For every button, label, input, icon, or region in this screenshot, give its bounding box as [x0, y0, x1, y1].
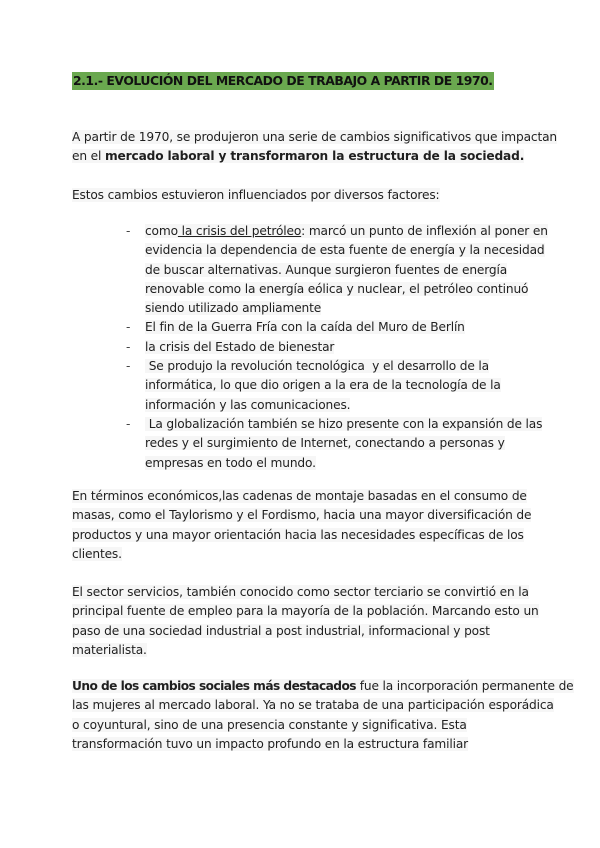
- paragraph-line: fue la incorporación permanente de: [356, 679, 574, 693]
- social-bold-lead: Uno de los cambios sociales más destacados: [72, 679, 356, 693]
- paragraph-line: las mujeres al mercado laboral. Ya no se trataba de una participación esporádica: [72, 698, 554, 713]
- list-item-text: siendo utilizado ampliamente: [145, 301, 322, 316]
- list-item-text: información y las comunicaciones.: [145, 397, 351, 412]
- bullet-dash: -: [126, 359, 131, 374]
- bullet-dash: -: [126, 339, 131, 354]
- paragraph-line: o coyuntural, sino de una presencia constante y significativa. Esta: [72, 717, 467, 732]
- list-item: [126, 357, 546, 415]
- bullet-dash: -: [126, 416, 131, 431]
- list-item: [126, 318, 546, 337]
- intro-paragraph: [72, 128, 557, 167]
- section-heading: 2.1.- EVOLUCIÓN DEL MERCADO DE TRABAJO A PARTIR DE 1970.: [73, 73, 493, 88]
- paragraph-line: El sector servicios, también conocido como sector terciario se convirtió en la: [72, 585, 529, 599]
- paragraph-line: productos y una mayor orientación hacia las necesidades específicas de los: [72, 527, 524, 542]
- paragraph-line: principal fuente de empleo para la mayoría de la población. Marcando esto un: [72, 604, 539, 619]
- list-item-text: la crisis del Estado de bienestar: [145, 339, 335, 354]
- paragraph-line: paso de una sociedad industrial a post industrial, informacional y post: [72, 623, 490, 638]
- list-item-text: La globalización también se hizo presente con la expansión de las: [145, 416, 543, 431]
- social-paragraph: [72, 677, 574, 754]
- bullet-dash: -: [126, 320, 131, 335]
- list-item-text: Se produjo la revolución tecnológica y el desarrollo de la: [145, 359, 489, 374]
- paragraph-line: materialista.: [72, 642, 147, 657]
- list-item-text: redes y el surgimiento de Internet, conectando a personas y: [145, 436, 505, 451]
- list-item-prefix: como: [145, 224, 178, 238]
- intro-line-1: A partir de 1970, se produjeron una serie de cambios significativos que impactan: [72, 130, 557, 144]
- list-item-text: renovable como la energía eólica y nuclear, el petróleo continuó: [145, 281, 529, 296]
- list-item-text: informática, lo que dio origen a la era de la tecnología de la: [145, 378, 501, 393]
- paragraph-line: En términos económicos,las cadenas de montaje basadas en el consumo de: [72, 489, 527, 503]
- list-item-text: de buscar alternativas. Aunque surgieron fuentes de energía: [145, 262, 508, 277]
- intro-line-2-prefix: en el: [72, 149, 105, 164]
- paragraph-line: masas, como el Taylorismo y el Fordismo, hacia una mayor diversificación de: [72, 508, 532, 523]
- paragraph-line: clientes.: [72, 546, 122, 561]
- list-item: [126, 222, 546, 318]
- factors-list: [126, 222, 546, 473]
- list-item-text: empresas en todo el mundo.: [145, 455, 316, 470]
- factors-intro: [72, 186, 542, 205]
- list-item-text: : marcó un punto de inflexión al poner en: [301, 224, 548, 238]
- bullet-dash: -: [126, 224, 131, 238]
- list-item-text: evidencia la dependencia de esta fuente de energía y la necesidad: [145, 243, 545, 258]
- factors-intro-text: Estos cambios estuvieron influenciados por diversos factores:: [72, 188, 440, 202]
- paragraph-line: transformación tuvo un impacto profundo en la estructura familiar: [72, 736, 469, 751]
- intro-bold-text: mercado laboral y transformaron la estructura de la sociedad.: [104, 149, 525, 164]
- services-paragraph: [72, 583, 542, 660]
- list-item: [126, 338, 546, 357]
- economic-paragraph: [72, 487, 542, 564]
- list-item: [126, 415, 546, 473]
- underlined-term: la crisis del petróleo: [177, 224, 302, 238]
- list-item-text: El fin de la Guerra Fría con la caída del Muro de Berlín: [145, 320, 465, 335]
